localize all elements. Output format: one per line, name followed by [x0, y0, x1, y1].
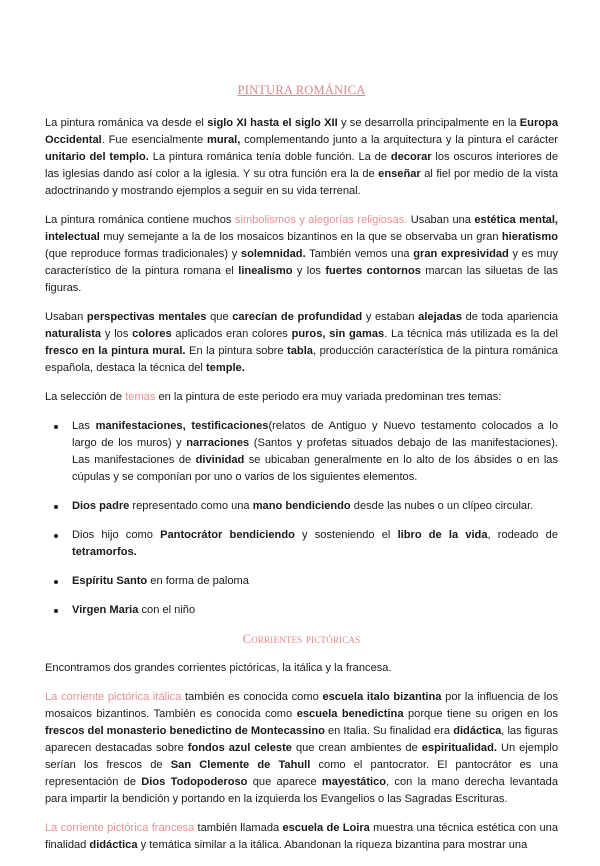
paragraph-intro: La pintura románica va desde el siglo XI hasta el siglo XII y se desarrolla principalmente en la Europa Occidental. Fue esencialmente mural, complementando junto a la arquitectura y la pintura el carácter unitario del templo. La pintura románica tenía doble función. La de decorar los oscuros interiores de las iglesias dando así color a la iglesia. Y su otra función era la de enseñar al fiel por medio de la vista adoctrinando y mostrando ejemplos a seguir en su vida terrenal.	[45, 117, 558, 197]
page-title: PINTURA ROMÁNICA	[237, 83, 366, 97]
bullet-icon	[54, 609, 58, 613]
themes-list	[45, 418, 558, 619]
section-heading: Corrientes pictóricas	[242, 632, 361, 646]
document-body	[45, 82, 558, 866]
paragraph-currents-intro: Encontramos dos grandes corrientes pictóricas, la itálica y la francesa.	[45, 662, 392, 674]
list-item: Dios hijo como Pantocrátor bendiciendo y sosteniendo el libro de la vida, rodeado de tetramorfos.	[45, 527, 558, 561]
bullet-icon	[54, 580, 58, 584]
list-item: Espíritu Santo en forma de paloma	[45, 573, 558, 590]
paragraph-italic-current: La corriente pictórica itálica también es conocida como escuela italo bizantina por la influencia de los mosaicos bizantinos. También es conocida como escuela benedictina porque tiene su origen en los frescos del monasterio benedictino de Montecassino en Italia. Su finalidad era didáctica, las figuras aparecen destacadas sobre fondos azul celeste que crean ambientes de espiritualidad. Un ejemplo serían los frescos de San Clemente de Tahull como el pantocrator. El pantocrátor es una representación de Dios Todopoderoso que aparece mayestático, con la mano derecha levantada para impartir la bendición y portando en la izquierda los Evangelios o las Sagradas Escrituras.	[45, 691, 559, 805]
bullet-icon	[54, 505, 58, 509]
list-item: Dios padre representado como una mano bendiciendo desde las nubes o un clípeo circular.	[45, 498, 558, 515]
paragraph-french-current: La corriente pictórica francesa también llamada escuela de Loira muestra una técnica estética con una finalidad didáctica y temática similar a la itálica. Abandonan la riqueza bizantina para mostrar una	[45, 822, 558, 851]
list-item: Virgen Maria con el niño	[45, 602, 558, 619]
paragraph-themes: La selección de temas en la pintura de este periodo era muy variada predominan tres temas:	[45, 391, 502, 403]
bullet-icon	[54, 534, 58, 538]
paragraph-technique: Usaban perspectivas mentales que carecían de profundidad y estaban alejadas de toda apariencia naturalista y los colores aplicados eran colores puros, sin gamas. La técnica más utilizada es la del fresco en la pintura mural. En la pintura sobre tabla, producción característica de la pintura románica española, destaca la técnica del temple.	[45, 311, 559, 374]
list-item: Las manifestaciones, testificaciones(relatos de Antiguo y Nuevo testamento colocados a lo largo de los muros) y narraciones (Santos y profetas situados debajo de las manifestaciones). Las manifestaciones de divinidad se ubicaban generalmente en lo alto de los ábsides o en las cúpulas y se componían por uno o varios de los siguientes elementos.	[45, 418, 558, 486]
paragraph-style: La pintura románica contiene muchos simbolismos y alegorías religiosas. Usaban una estética mental, intelectual muy semejante a la de los mosaicos bizantinos en la que se observaba un gran hieratismo (que reproduce formas tradicionales) y solemnidad. También vemos una gran expresividad y es muy característico de la pintura romana el linealismo y los fuertes contornos marcan las siluetas de las figuras.	[45, 214, 559, 294]
bullet-icon	[54, 425, 58, 429]
